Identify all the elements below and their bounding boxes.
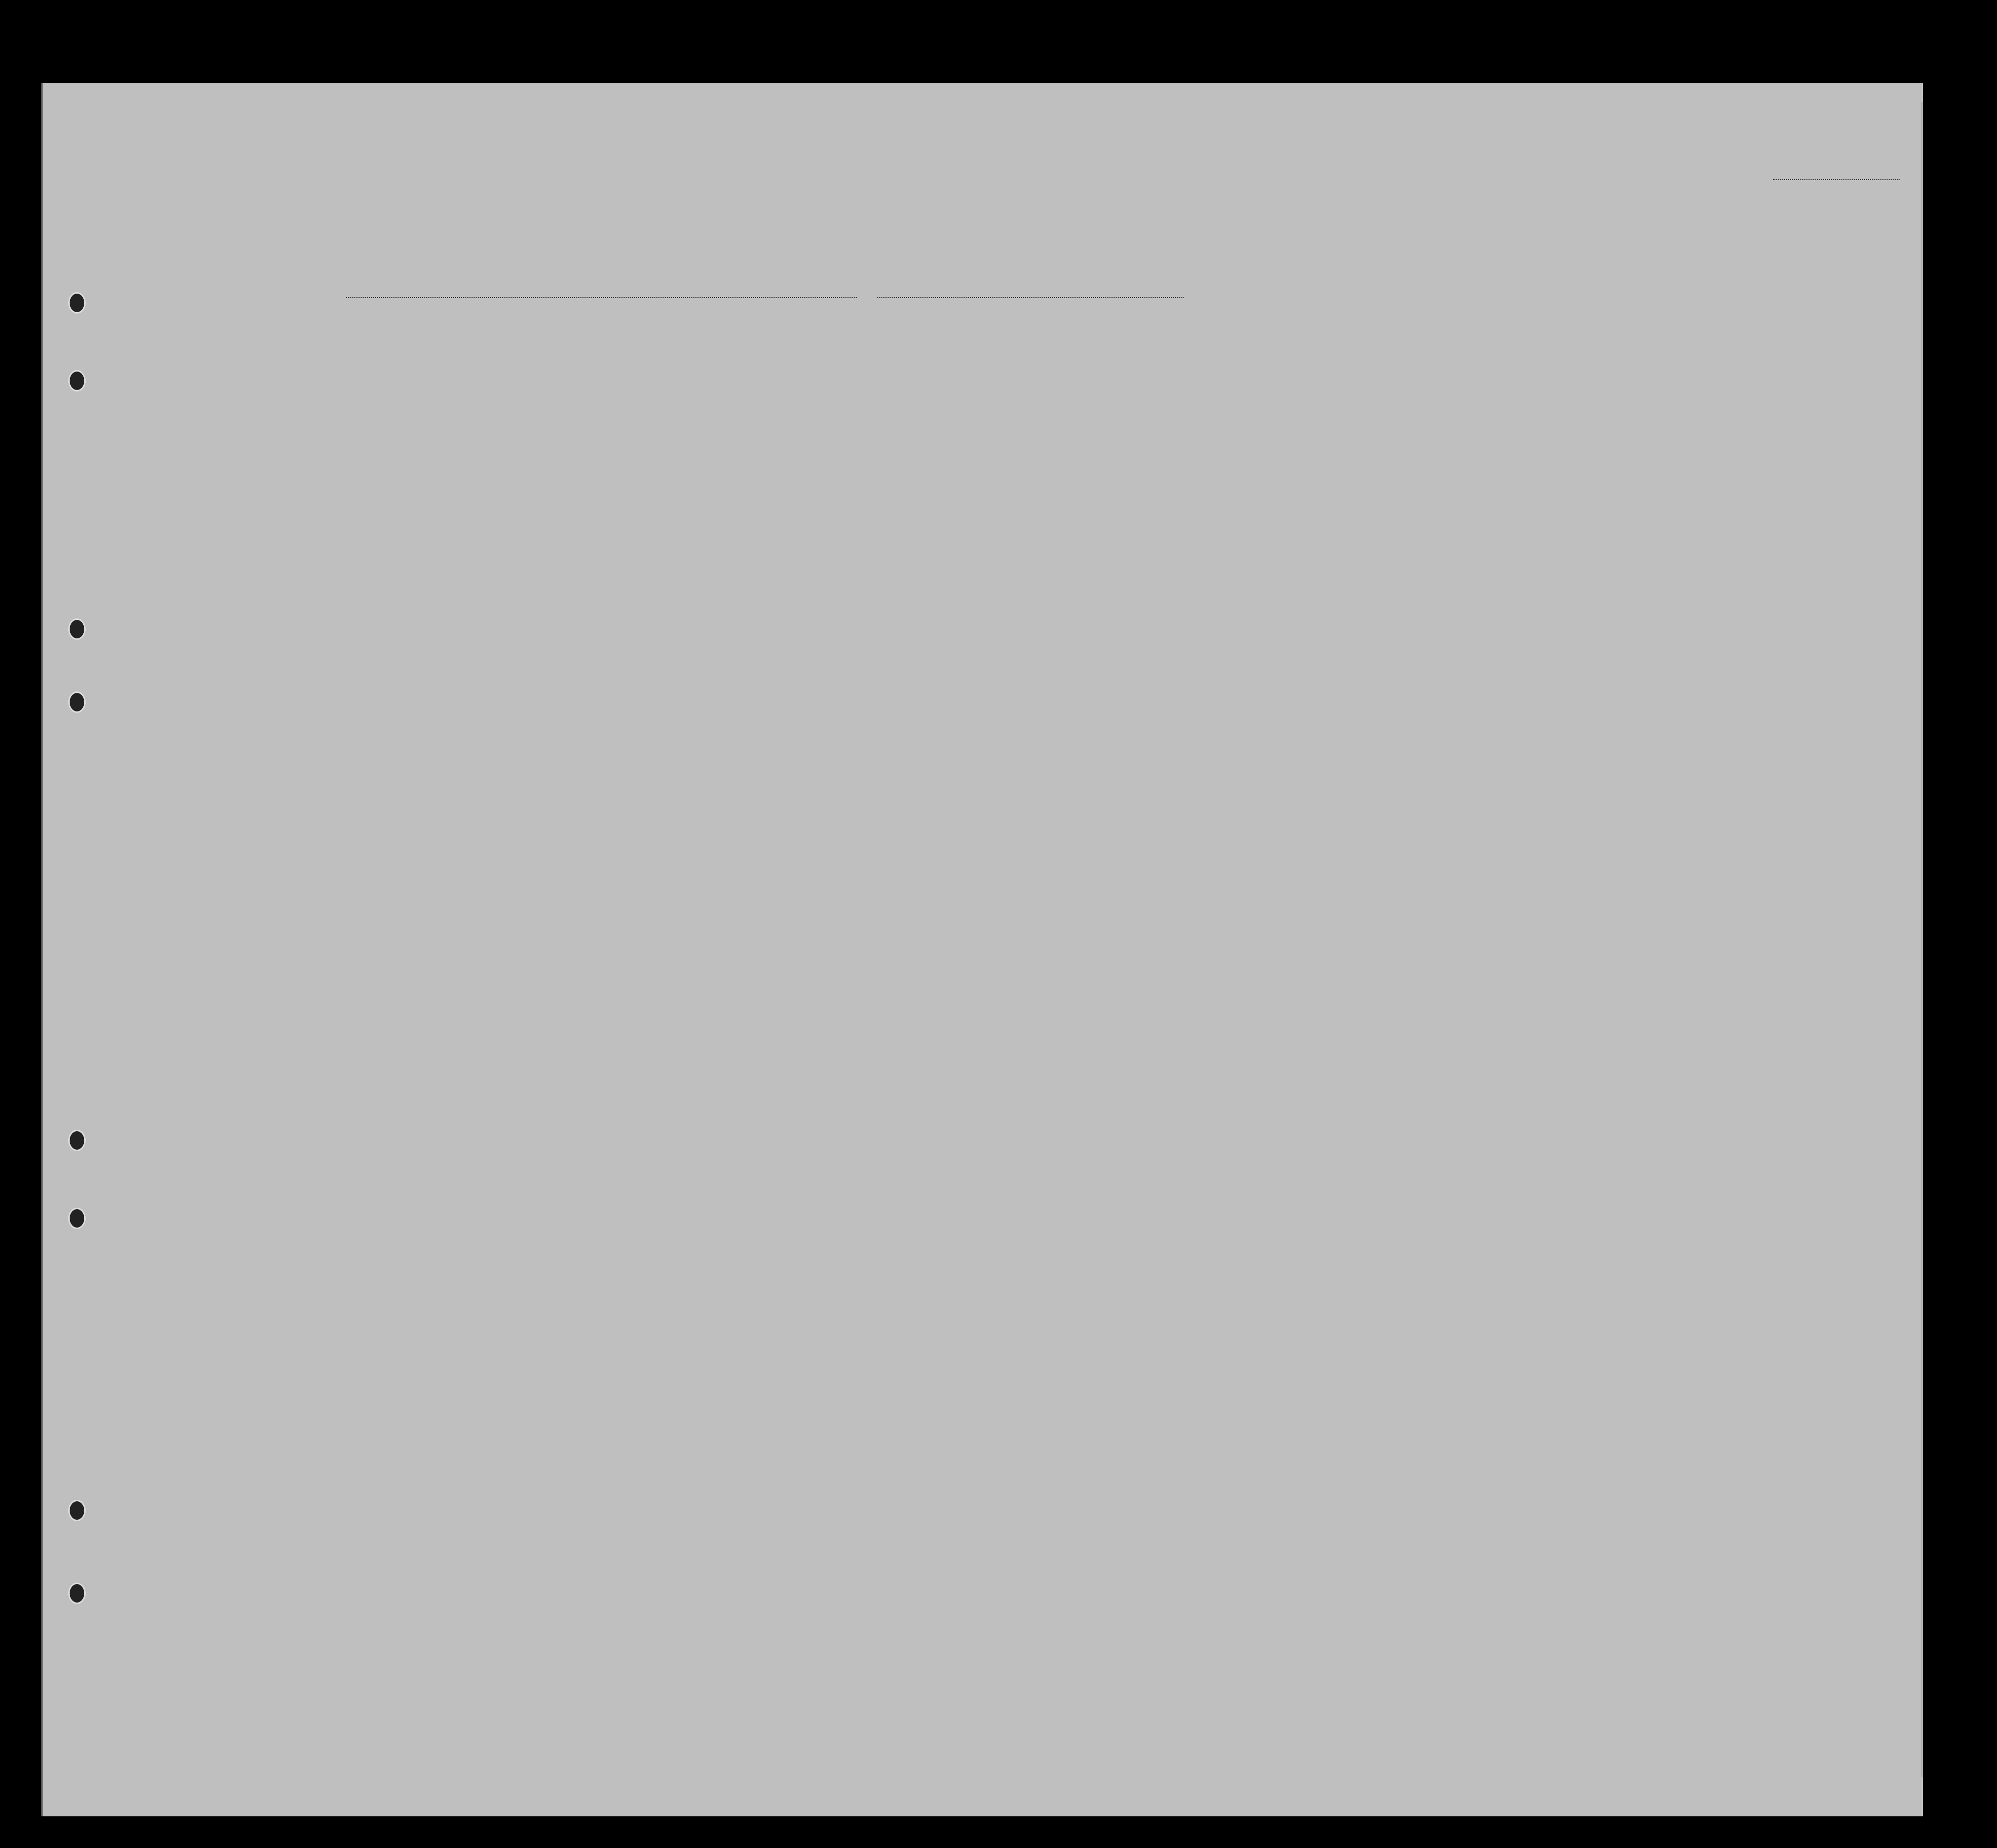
binder-hole-icon xyxy=(68,691,86,713)
binder-hole-icon xyxy=(68,370,86,392)
date-line xyxy=(877,297,1184,298)
list-line xyxy=(1773,179,1900,180)
binder-hole-icon xyxy=(68,1208,86,1229)
binder-hole-icon xyxy=(68,618,86,640)
binder-hole-icon xyxy=(68,1583,86,1604)
manifest-sheet xyxy=(41,83,1923,1816)
binder-hole-icon xyxy=(68,1130,86,1151)
binder-hole-icon xyxy=(68,292,86,314)
port-line xyxy=(346,297,857,298)
binder-hole-icon xyxy=(68,1500,86,1521)
